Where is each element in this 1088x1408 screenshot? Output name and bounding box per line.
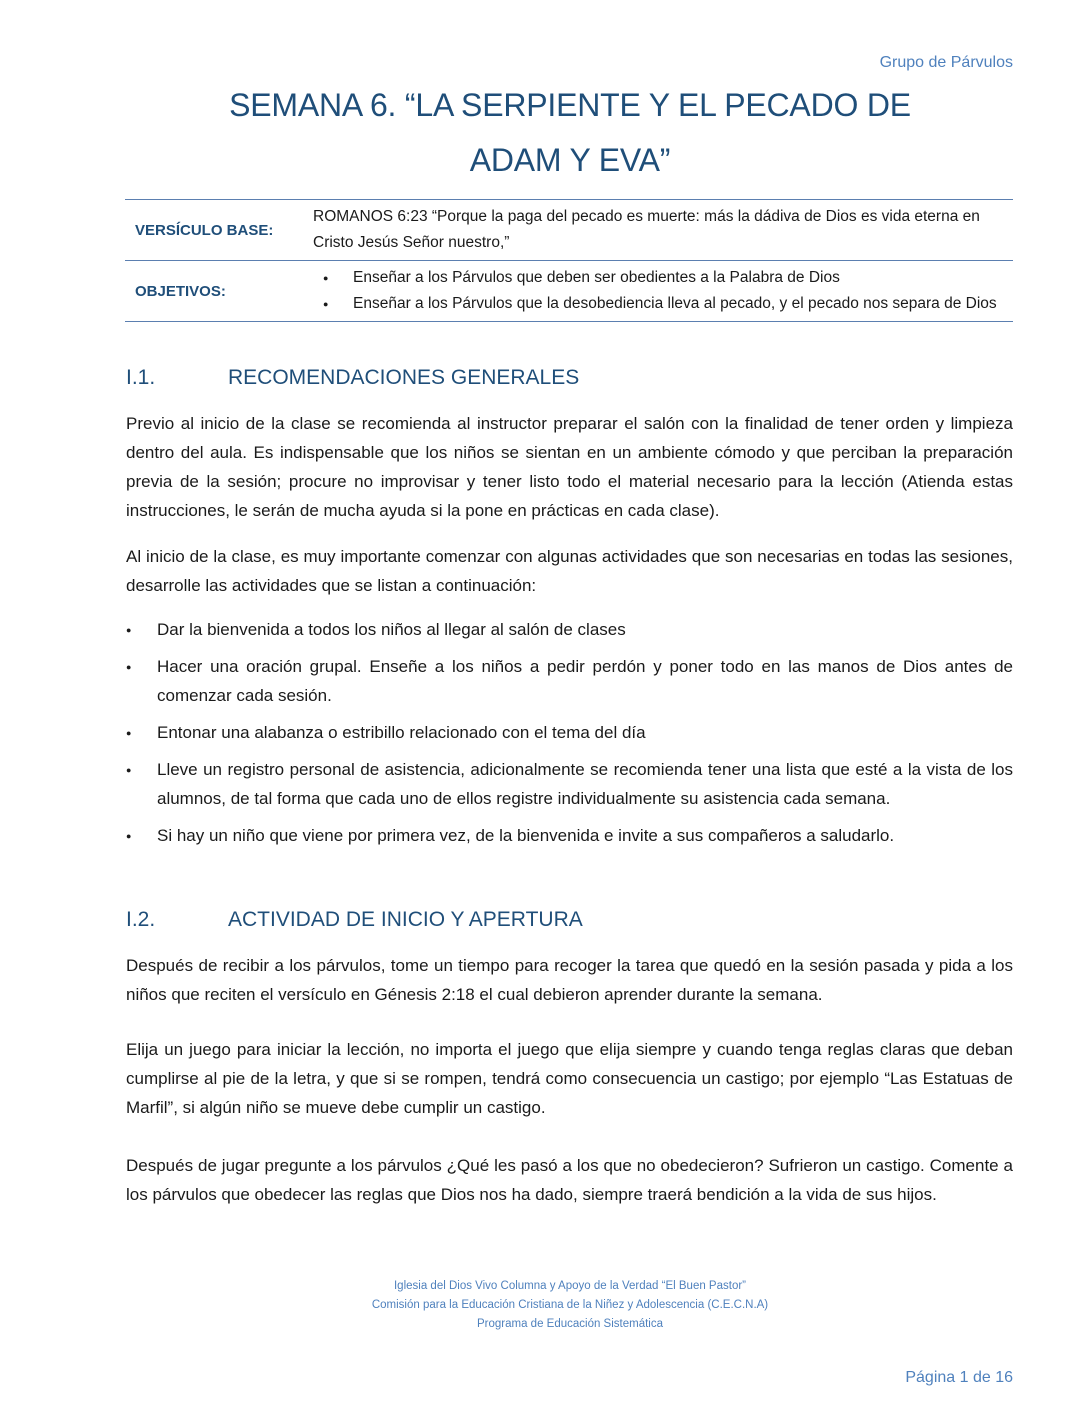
list-item: ● Lleve un registro personal de asistencia, adicionalmente se recomienda tener una lista que esté a la vista de los alumnos, de tal forma que cada uno de ellos registre individualmente su asistencia cada semana. [126, 755, 1013, 813]
objectives-list [313, 265, 1013, 317]
activities-list [126, 615, 1013, 850]
info-table [125, 199, 1013, 322]
list-item: ● Si hay un niño que viene por primera vez, de la bienvenida e invite a sus compañeros a saludarlo. [126, 821, 1013, 850]
section-title: ACTIVIDAD DE INICIO Y APERTURA [228, 908, 583, 931]
title-line-1: SEMANA 6. “LA SERPIENTE Y EL PECADO DE [229, 87, 911, 123]
objectives-label: OBJETIVOS: [135, 282, 226, 300]
footer-line: Comisión para la Educación Cristiana de la Niñez y Adolescencia (C.E.C.N.A) [371, 1299, 769, 1311]
section-heading-2 [126, 908, 583, 932]
section-number: I.1. [126, 366, 156, 389]
objective-item: ● Enseñar a los Párvulos que la desobediencia lleva al pecado, y el pecado nos separa de Dios [313, 291, 1013, 317]
verse-label: VERSÍCULO BASE: [135, 221, 274, 239]
footer-line: Iglesia del Dios Vivo Columna y Apoyo de la Verdad “El Buen Pastor” [393, 1280, 746, 1292]
paragraph: Al inicio de la clase, es muy importante comenzar con algunas actividades que son necesarias en todas las sesiones, desarrolle las actividades que se listan a continuación: [126, 547, 1013, 595]
paragraph: Después de recibir a los párvulos, tome un tiempo para recoger la tarea que quedó en la sesión pasada y pida a los niños que reciten el versículo en Génesis 2:18 el cual debieron aprender durante la semana. [126, 956, 1013, 1004]
list-item: ● Hacer una oración grupal. Enseñe a los niños a pedir perdón y poner todo en las manos de Dios antes de comenzar cada sesión. [126, 652, 1013, 710]
paragraph: Previo al inicio de la clase se recomienda al instructor preparar el salón con la finalidad de tener orden y limpieza dentro del aula. Es indispensable que los niños se sientan en un ambiente cómodo y que perciban la preparación previa de la sesión; procure no improvisar y tener listo todo el material necesario para la lección (Atienda estas instrucciones, le serán de mucha ayuda si la pone en prácticas en cada clase). [126, 414, 1013, 520]
page-number: Página 1 de 16 [905, 1369, 1013, 1386]
section-title: RECOMENDACIONES GENERALES [228, 366, 580, 389]
paragraph: Elija un juego para iniciar la lección, no importa el juego que elija siempre y cuando tenga reglas claras que deban cumplirse al pie de la letra, y que si se rompen, tendrá como consecuencia un castigo; por ejemplo “Las Estatuas de Marfil”, si algún niño se mueve debe cumplir un castigo. [126, 1040, 1013, 1117]
section-number: I.2. [126, 908, 156, 931]
footer [127, 1277, 1013, 1334]
objective-item: ● Enseñar a los Párvulos que deben ser obedientes a la Palabra de Dios [313, 265, 1013, 291]
footer-line: Programa de Educación Sistemática [476, 1318, 663, 1330]
group-header: Grupo de Párvulos [879, 54, 1013, 71]
page-title [127, 78, 1013, 188]
objectives-row [125, 260, 1013, 321]
title-line-2: ADAM Y EVA” [469, 142, 671, 178]
list-item: ● Dar la bienvenida a todos los niños al llegar al salón de clases [126, 615, 1013, 644]
verse-text: ROMANOS 6:23 “Porque la paga del pecado es muerte: más la dádiva de Dios es vida eterna en Cristo Jesús Señor nuestro,” [313, 208, 980, 251]
verse-row [125, 200, 1013, 260]
list-item: ● Entonar una alabanza o estribillo relacionado con el tema del día [126, 718, 1013, 747]
paragraph: Después de jugar pregunte a los párvulos ¿Qué les pasó a los que no obedecieron? Sufrieron un castigo. Comente a los párvulos que obedecer las reglas que Dios nos ha dado, siempre traerá bendición a la vida de sus hijos. [126, 1156, 1013, 1204]
section-heading-1 [126, 366, 579, 390]
